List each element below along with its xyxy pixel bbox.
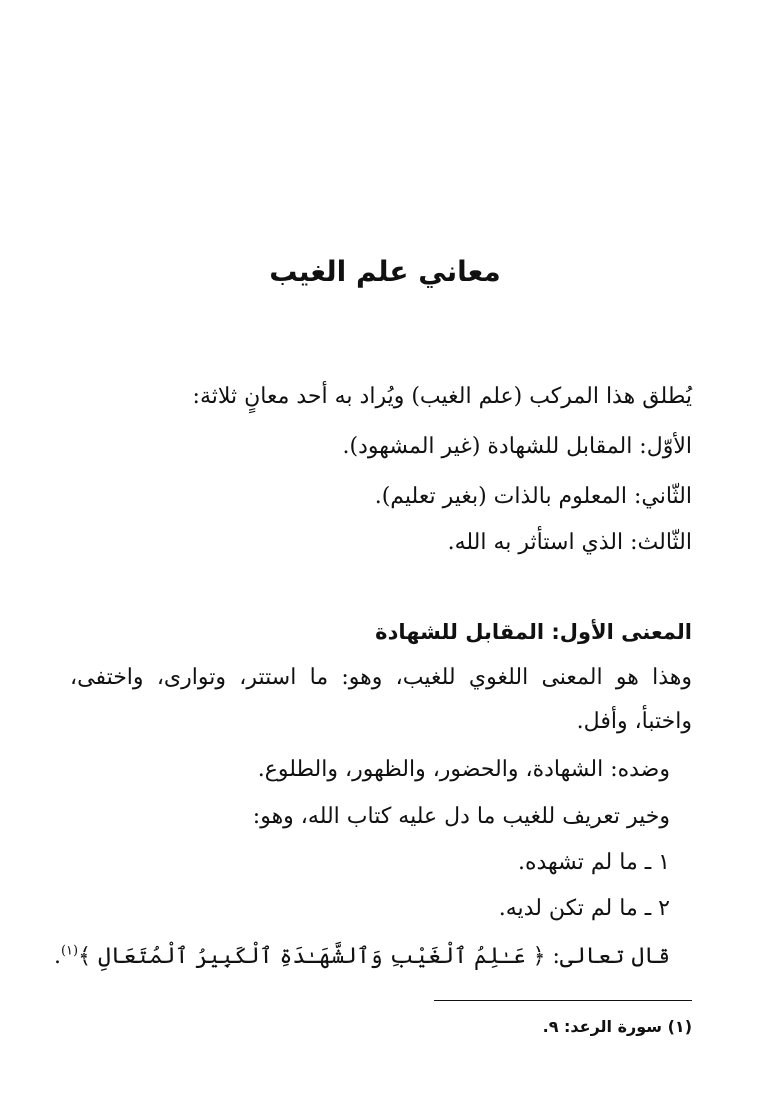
intro-first-meaning: الأوّل: المقابل للشهادة (غير المشهود). bbox=[342, 434, 692, 459]
intro-third-meaning: الثّالث: الذي استأثر به الله. bbox=[447, 530, 692, 555]
verse-line bbox=[54, 940, 670, 974]
section-heading: المعنى الأول: المقابل للشهادة bbox=[375, 620, 692, 644]
list-item-1: ١ ـ ما لم تشهده. bbox=[517, 850, 670, 875]
verse-end: . bbox=[53, 944, 61, 969]
footnote-reference: (١) bbox=[60, 943, 79, 959]
footnote-text: (١) سورة الرعد: ٩. bbox=[542, 1017, 692, 1036]
footnote-separator bbox=[434, 1000, 692, 1001]
intro-second-meaning: الثّاني: المعلوم بالذات (بغير تعليم). bbox=[374, 484, 692, 509]
opposite-line: وضده: الشهادة، والحضور، والظهور، والطلوع. bbox=[257, 757, 670, 782]
page-title: معاني علم الغيب bbox=[269, 255, 501, 288]
quran-verse: ﴿ عَـٰلِمُ ٱلْغَيْبِ وَٱلشَّهَـٰدَةِ ٱلْكَبِيرُ ٱلْمُتَعَالِ ﴾ bbox=[78, 944, 546, 969]
paragraph-line-1: وهذا هو المعنى اللغوي للغيب، وهو: ما استتر، وتوارى، واختفى، bbox=[70, 665, 692, 690]
list-item-2: ٢ ـ ما لم تكن لديه. bbox=[498, 896, 670, 921]
intro-lead: يُطلق هذا المركب (علم الغيب) ويُراد به أحد معانٍ ثلاثة: bbox=[192, 384, 692, 409]
paragraph-line-2: واختبأ، وأفل. bbox=[576, 709, 692, 734]
definition-line: وخير تعريف للغيب ما دل عليه كتاب الله، وهو: bbox=[252, 804, 670, 829]
verse-intro: قال تعالى: bbox=[552, 944, 670, 969]
